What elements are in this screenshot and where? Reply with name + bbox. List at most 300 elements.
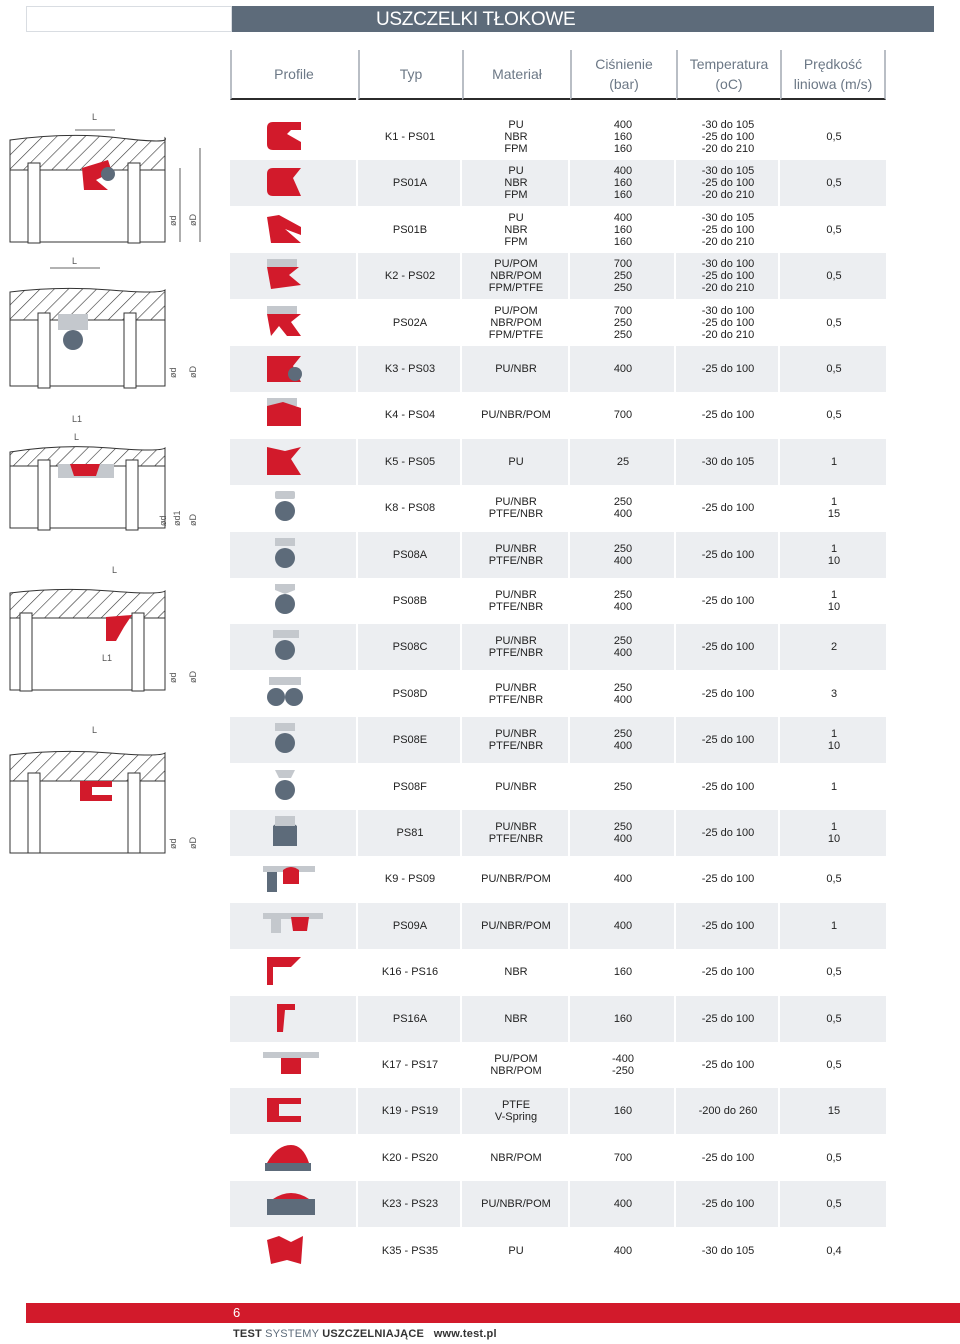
type-cell: [360, 160, 460, 206]
footer-website: www.test.pl: [433, 1328, 497, 1340]
type-cell: [360, 1042, 460, 1088]
pressure-cell: [572, 903, 674, 949]
footer-text: TEST SYSTEMY USZCZELNIAJĄCE www.test.pl: [233, 1328, 497, 1340]
speed-cell: [782, 532, 886, 578]
temperature-cell-line: -25 do 100: [701, 873, 755, 886]
material-cell: [464, 253, 568, 299]
pressure-cell: [572, 578, 674, 624]
seal-profile-icon: [230, 624, 356, 670]
pressure-cell-line: 160: [613, 1012, 633, 1025]
dim-od-4: ød: [168, 672, 178, 683]
speed-cell-line: 0,5: [826, 873, 842, 886]
type-cell: [360, 578, 460, 624]
material-cell: [464, 346, 568, 392]
seal-profile-drawing: [263, 491, 323, 525]
speed-cell-line: 1: [830, 728, 838, 741]
pressure-cell-line: 400: [613, 554, 633, 567]
pressure-cell-line: 250: [613, 328, 633, 341]
material-cell-line: NBR/POM: [490, 1065, 542, 1077]
speed-cell: [782, 207, 886, 253]
temperature-cell-line: -30 do 100: [701, 304, 755, 317]
seal-profile-icon: [230, 1088, 356, 1134]
temperature-cell-line: -25 do 100: [701, 966, 755, 979]
material-cell: [464, 903, 568, 949]
material-cell: [464, 949, 568, 995]
speed-cell-line: 1: [830, 780, 838, 793]
dim-oD-5: øD: [188, 837, 198, 849]
speed-cell-line: 0,5: [826, 223, 842, 236]
speed-cell-line: 0,5: [826, 363, 842, 375]
type-cell: [360, 300, 460, 346]
seal-profile-icon: [230, 856, 356, 902]
speed-cell-line: 0,4: [826, 1244, 842, 1257]
temperature-cell: [678, 485, 778, 531]
column-divider: [356, 113, 358, 1280]
speed-cell: [782, 856, 886, 902]
type-cell: [360, 624, 460, 670]
material-cell: [464, 1181, 568, 1227]
seal-profile-icon: [230, 439, 356, 485]
table-row: [230, 485, 886, 531]
speed-cell-line: 10: [827, 554, 841, 567]
seal-profile-drawing: [263, 1234, 323, 1268]
speed-cell-line: 10: [827, 740, 841, 753]
pressure-cell: [572, 624, 674, 670]
speed-cell: [782, 1181, 886, 1227]
material-cell: [464, 160, 568, 206]
material-cell: [464, 300, 568, 346]
temperature-cell: [678, 114, 778, 160]
column-divider: [674, 113, 676, 1280]
temperature-cell-line: -25 do 100: [701, 409, 755, 422]
header-profile: Profile: [230, 50, 356, 100]
table-row: [230, 810, 886, 856]
speed-cell: [782, 996, 886, 1042]
page-title: USZCZELKI TŁOKOWE: [376, 9, 576, 30]
header-material: Materiał: [462, 50, 570, 100]
table-row: [230, 207, 886, 253]
pressure-cell: [572, 1181, 674, 1227]
material-cell-line: PTFE/NBR: [488, 833, 544, 845]
pressure-cell-line: 250: [613, 270, 633, 283]
type-cell: [360, 439, 460, 485]
pressure-cell: [572, 114, 674, 160]
pressure-cell-line: 160: [613, 966, 633, 979]
speed-cell: [782, 903, 886, 949]
pressure-cell-line: 250: [613, 780, 633, 793]
seal-profile-icon: [230, 1228, 356, 1274]
type-cell-line: PS08F: [393, 780, 427, 793]
pressure-cell-line: 400: [613, 1198, 633, 1211]
table-row: [230, 949, 886, 995]
seal-profile-icon: [230, 996, 356, 1042]
temperature-cell-line: -25 do 100: [701, 131, 755, 143]
title-bar-white-block: [26, 6, 232, 32]
type-cell-line: PS01B: [392, 223, 428, 236]
material-cell: [464, 1088, 568, 1134]
type-cell: [360, 1181, 460, 1227]
temperature-cell-line: -30 do 105: [701, 119, 755, 131]
dim-od1-3: ød1: [172, 510, 182, 526]
diagram-ps08: [10, 565, 198, 691]
pressure-cell: [572, 346, 674, 392]
type-cell: [360, 949, 460, 995]
type-cell: [360, 114, 460, 160]
temperature-cell: [678, 578, 778, 624]
table-row: [230, 717, 886, 763]
temperature-cell-line: -25 do 100: [701, 641, 755, 654]
speed-cell-line: 1: [830, 821, 838, 833]
seal-profile-drawing: [263, 1187, 323, 1221]
material-cell: [464, 485, 568, 531]
dim-oD-2: øD: [188, 366, 198, 378]
speed-cell-line: 0,5: [826, 177, 842, 190]
column-divider: [568, 113, 570, 1280]
type-cell: [360, 1088, 460, 1134]
type-cell-line: PS09A: [392, 919, 428, 932]
pressure-cell: [572, 671, 674, 717]
pressure-cell: [572, 949, 674, 995]
temperature-cell: [678, 1088, 778, 1134]
material-cell-line: PTFE/NBR: [488, 740, 544, 753]
material-cell: [464, 856, 568, 902]
pressure-cell-line: 400: [613, 1244, 633, 1257]
speed-cell-line: 0,5: [826, 1059, 842, 1071]
pressure-cell: [572, 810, 674, 856]
temperature-cell-line: -25 do 100: [701, 363, 755, 375]
temperature-cell-line: -25 do 100: [701, 177, 755, 190]
temperature-cell-line: -25 do 100: [701, 1198, 755, 1211]
material-cell-line: PU: [508, 455, 524, 468]
type-cell-line: K19 - PS19: [381, 1105, 439, 1118]
type-cell-line: K1 - PS01: [384, 131, 436, 143]
type-cell-line: PS08E: [392, 734, 428, 747]
temperature-cell: [678, 346, 778, 392]
column-divider: [778, 113, 780, 1280]
type-cell-line: K16 - PS16: [381, 966, 439, 979]
material-cell-line: PU/NBR: [495, 363, 537, 375]
speed-cell-line: 0,5: [826, 270, 842, 283]
table-row: [230, 996, 886, 1042]
temperature-cell: [678, 1181, 778, 1227]
temperature-cell-line: -20 do 210: [701, 189, 755, 202]
seal-profile-drawing: [263, 120, 323, 154]
dim-L-2: L: [72, 256, 78, 266]
temperature-cell: [678, 903, 778, 949]
material-cell-line: FPM: [504, 189, 528, 202]
material-cell: [464, 624, 568, 670]
pressure-cell: [572, 253, 674, 299]
dim-L1-3: L1: [72, 414, 83, 424]
material-cell-line: PU/NBR/POM: [481, 1198, 551, 1211]
type-cell: [360, 764, 460, 810]
temperature-cell: [678, 253, 778, 299]
speed-cell-line: 1: [830, 496, 838, 509]
dim-od-5: ød: [168, 838, 178, 849]
column-divider: [460, 113, 462, 1280]
material-cell: [464, 764, 568, 810]
temperature-cell: [678, 764, 778, 810]
temperature-cell-line: -25 do 100: [701, 316, 755, 329]
pressure-cell-line: 250: [613, 589, 633, 601]
seal-profile-drawing: [263, 1094, 323, 1128]
material-cell-line: NBR/POM: [490, 270, 542, 283]
material-cell-line: PU/NBR/POM: [481, 919, 551, 932]
temperature-cell: [678, 207, 778, 253]
pressure-cell: [572, 996, 674, 1042]
type-cell-line: K4 - PS04: [384, 409, 436, 422]
temperature-cell-line: -30 do 105: [701, 211, 755, 224]
table-row: [230, 856, 886, 902]
material-cell: [464, 207, 568, 253]
table-row: [230, 1135, 886, 1181]
type-cell-line: PS08A: [392, 548, 428, 561]
type-cell-line: PS01A: [392, 177, 428, 190]
material-cell-line: PU/NBR/POM: [481, 873, 551, 886]
pressure-cell: [572, 764, 674, 810]
type-cell-line: K3 - PS03: [384, 363, 436, 375]
type-cell: [360, 1228, 460, 1274]
material-cell-line: PU: [508, 165, 524, 178]
pressure-cell: [572, 439, 674, 485]
pressure-cell: [572, 532, 674, 578]
material-cell: [464, 532, 568, 578]
material-cell-line: NBR: [504, 177, 528, 190]
pressure-cell-line: 250: [613, 282, 633, 295]
material-cell-line: PU/POM: [494, 1053, 538, 1065]
seal-profile-icon: [230, 253, 356, 299]
pressure-cell-line: 700: [613, 258, 633, 271]
speed-cell-line: 0,5: [826, 131, 842, 143]
speed-cell: [782, 1228, 886, 1274]
material-cell-line: PTFE: [501, 1099, 531, 1112]
seal-profile-icon: [230, 392, 356, 438]
temperature-cell: [678, 439, 778, 485]
material-cell-line: PU/NBR: [495, 780, 537, 793]
table-row: [230, 1088, 886, 1134]
pressure-cell-line: -400: [611, 1053, 635, 1065]
material-cell: [464, 1135, 568, 1181]
type-cell: [360, 810, 460, 856]
material-cell-line: PU: [508, 119, 524, 131]
material-cell-line: PTFE/NBR: [488, 647, 544, 660]
pressure-cell-line: 160: [613, 235, 633, 248]
seal-profile-drawing: [263, 1048, 323, 1082]
temperature-cell-line: -25 do 100: [701, 595, 755, 607]
type-cell: [360, 1135, 460, 1181]
pressure-cell: [572, 392, 674, 438]
seal-profile-icon: [230, 1042, 356, 1088]
temperature-cell: [678, 996, 778, 1042]
dim-L-1: L: [92, 112, 98, 122]
table-row: [230, 578, 886, 624]
seal-profile-icon: [230, 207, 356, 253]
seal-profile-drawing: [263, 259, 323, 293]
table-row: [230, 532, 886, 578]
seal-profile-icon: [230, 717, 356, 763]
temperature-cell-line: -20 do 210: [701, 235, 755, 248]
speed-cell: [782, 346, 886, 392]
material-cell-line: PU/POM: [494, 258, 538, 271]
dim-L1-4: L1: [102, 653, 113, 663]
temperature-cell-line: -25 do 100: [701, 1151, 755, 1164]
speed-cell-line: 0,5: [826, 1198, 842, 1211]
dim-oD-1: øD: [188, 214, 198, 226]
speed-cell-line: 10: [827, 833, 841, 845]
diagram-ps02: [10, 256, 198, 388]
type-cell: [360, 996, 460, 1042]
seal-profile-icon: [230, 949, 356, 995]
seal-profile-drawing: [263, 352, 323, 386]
temperature-cell-line: -30 do 100: [701, 258, 755, 271]
temperature-cell-line: -25 do 100: [701, 1012, 755, 1025]
pressure-cell-line: 250: [613, 681, 633, 694]
type-cell-line: K5 - PS05: [384, 455, 436, 468]
pressure-cell-line: 400: [613, 211, 633, 224]
temperature-cell: [678, 532, 778, 578]
type-cell-line: PS16A: [392, 1012, 428, 1025]
material-cell-line: FPM/PTFE: [488, 282, 544, 295]
material-cell: [464, 578, 568, 624]
pressure-cell-line: 250: [613, 635, 633, 648]
pressure-cell: [572, 1135, 674, 1181]
pressure-cell-line: 160: [613, 177, 633, 190]
type-cell: [360, 903, 460, 949]
speed-cell: [782, 764, 886, 810]
seal-profile-drawing: [263, 166, 323, 200]
pressure-cell-line: 700: [613, 1151, 633, 1164]
seal-profile-icon: [230, 532, 356, 578]
material-cell: [464, 439, 568, 485]
material-cell: [464, 1228, 568, 1274]
seal-profile-icon: [230, 485, 356, 531]
seal-profile-drawing: [263, 677, 323, 711]
speed-cell: [782, 160, 886, 206]
temperature-cell-line: -25 do 100: [701, 502, 755, 515]
pressure-cell-line: 400: [613, 508, 633, 521]
pressure-cell-line: 250: [613, 821, 633, 833]
pressure-cell-line: 400: [613, 693, 633, 706]
material-cell: [464, 671, 568, 717]
page-number: 6: [233, 1305, 241, 1320]
speed-cell-line: 3: [830, 687, 838, 700]
pressure-cell-line: 250: [613, 316, 633, 329]
temperature-cell-line: -25 do 100: [701, 919, 755, 932]
pressure-cell: [572, 717, 674, 763]
table-row: [230, 1042, 886, 1088]
type-cell: [360, 207, 460, 253]
temperature-cell-line: -25 do 100: [701, 223, 755, 236]
header-speed: Prędkość liniowa (m/s): [780, 50, 886, 100]
speed-cell: [782, 1135, 886, 1181]
seal-profile-icon: [230, 346, 356, 392]
table-row: [230, 624, 886, 670]
type-cell-line: K2 - PS02: [384, 270, 436, 283]
table-row: [230, 1228, 886, 1274]
type-cell: [360, 671, 460, 717]
material-cell-line: NBR: [504, 223, 528, 236]
header-typ: Typ: [358, 50, 462, 100]
speed-cell: [782, 253, 886, 299]
dim-L-4: L: [112, 565, 118, 575]
dim-od-3: ød: [158, 515, 168, 526]
type-cell-line: PS08B: [392, 595, 428, 607]
pressure-cell-line: 400: [613, 833, 633, 845]
material-cell-line: PU/NBR: [495, 635, 537, 648]
type-cell: [360, 392, 460, 438]
dim-od-2: ød: [168, 367, 178, 378]
seal-profile-icon: [230, 671, 356, 717]
seal-profile-icon: [230, 1181, 356, 1227]
material-cell-line: NBR/POM: [490, 316, 542, 329]
material-cell-line: PU/NBR: [495, 589, 537, 601]
material-cell: [464, 114, 568, 160]
seal-profile-drawing: [263, 955, 323, 989]
type-cell-line: PS08D: [392, 687, 428, 700]
header-temperature: Temperatura (oC): [676, 50, 780, 100]
type-cell: [360, 532, 460, 578]
pressure-cell: [572, 207, 674, 253]
speed-cell-line: 15: [827, 1105, 841, 1118]
pressure-cell-line: 400: [613, 919, 633, 932]
material-cell-line: V-Spring: [494, 1111, 538, 1124]
pressure-cell-line: 400: [613, 740, 633, 753]
seal-profile-drawing: [263, 1002, 323, 1036]
pressure-cell: [572, 1228, 674, 1274]
material-cell-line: PU/POM: [494, 304, 538, 317]
temperature-cell-line: -30 do 105: [701, 455, 755, 468]
material-cell: [464, 810, 568, 856]
pressure-cell-line: 160: [613, 1105, 633, 1118]
dim-oD-3: øD: [188, 514, 198, 526]
temperature-cell: [678, 1135, 778, 1181]
temperature-cell-line: -25 do 100: [701, 734, 755, 747]
type-cell: [360, 856, 460, 902]
material-cell-line: PU/NBR: [495, 681, 537, 694]
material-cell-line: PU/NBR/POM: [481, 409, 551, 422]
material-cell-line: PTFE/NBR: [488, 554, 544, 567]
pressure-cell-line: 250: [613, 542, 633, 555]
seal-profile-drawing: [263, 816, 323, 850]
speed-cell-line: 1: [830, 455, 838, 468]
material-cell-line: NBR: [504, 966, 528, 979]
table-row: [230, 671, 886, 717]
seal-profile-icon: [230, 300, 356, 346]
pressure-cell-line: 400: [613, 647, 633, 660]
diagram-ps04: [10, 414, 198, 530]
speed-cell-line: 0,5: [826, 409, 842, 422]
dim-od-1: ød: [168, 215, 178, 226]
diagram-ps01: [10, 112, 200, 243]
temperature-cell: [678, 856, 778, 902]
table-row: [230, 346, 886, 392]
type-cell-line: K9 - PS09: [384, 873, 436, 886]
type-cell-line: K23 - PS23: [381, 1198, 439, 1211]
material-cell-line: PTFE/NBR: [488, 693, 544, 706]
material-cell-line: PTFE/NBR: [488, 508, 544, 521]
temperature-cell: [678, 949, 778, 995]
seal-profile-drawing: [263, 398, 323, 432]
seal-profile-drawing: [263, 584, 323, 618]
speed-cell: [782, 1042, 886, 1088]
temperature-cell: [678, 810, 778, 856]
temperature-cell-line: -25 do 100: [701, 548, 755, 561]
temperature-cell: [678, 160, 778, 206]
speed-cell-line: 1: [830, 542, 838, 555]
temperature-cell: [678, 300, 778, 346]
temperature-cell-line: -20 do 210: [701, 282, 755, 295]
seal-profile-drawing: [263, 723, 323, 757]
